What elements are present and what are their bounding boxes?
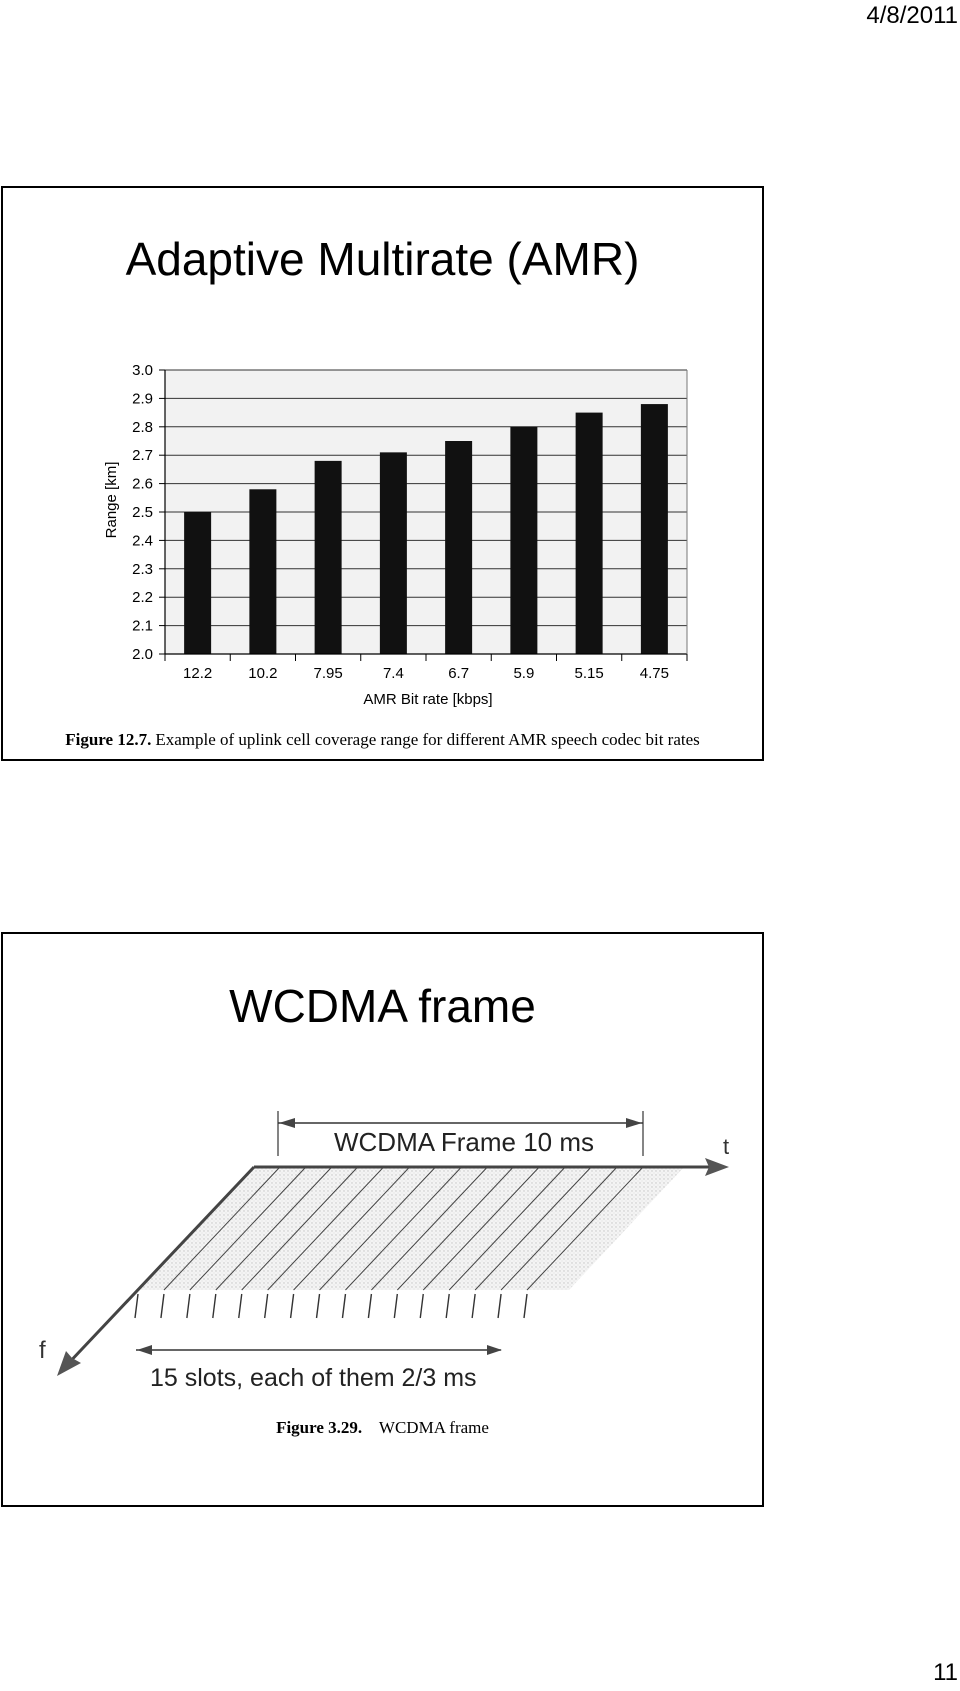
y-tick-label: 2.2 (132, 589, 153, 607)
f-axis-label: f (39, 1337, 46, 1364)
slot-tick (291, 1294, 294, 1318)
y-tick-label: 2.7 (132, 447, 153, 465)
x-tick-label: 5.9 (513, 665, 535, 682)
x-tick-label: 7.4 (382, 665, 404, 682)
slots-dimension-left-arrow (137, 1345, 152, 1355)
x-tick-label: 12.2 (183, 665, 213, 682)
bar-5.15 (576, 413, 603, 654)
frame-dimension-right-arrow (626, 1118, 642, 1128)
slot-tick (420, 1294, 423, 1318)
caption-label: Figure 12.7. (65, 730, 152, 749)
bar-12.2 (184, 512, 211, 654)
x-tick-label: 6.7 (448, 665, 470, 682)
x-tick-label: 10.2 (248, 665, 278, 682)
slot-tick (265, 1294, 268, 1318)
slot-tick (472, 1294, 475, 1318)
frame-duration-label: WCDMA Frame 10 ms (333, 1127, 595, 1157)
slots-dimension-right-arrow (487, 1345, 502, 1355)
slot-tick (135, 1294, 138, 1318)
slot-tick (368, 1294, 371, 1318)
x-tick-label: 4.75 (639, 665, 669, 682)
slot-tick (394, 1294, 397, 1318)
y-tick-label: 2.6 (132, 475, 153, 493)
figure-caption (3, 1418, 762, 1438)
slot-tick (498, 1294, 501, 1318)
y-tick-label: 2.4 (132, 532, 153, 550)
bar-7.4 (380, 452, 407, 654)
slot-tick (342, 1294, 345, 1318)
y-tick-label: 3.0 (132, 362, 153, 379)
bar-4.75 (641, 404, 668, 654)
slot-tick (524, 1294, 527, 1318)
bar-6.7 (445, 441, 472, 654)
slot-ticks (135, 1294, 527, 1318)
y-tick-label: 2.1 (132, 617, 153, 635)
y-tick-label: 2.5 (132, 504, 153, 521)
figure-caption (3, 730, 762, 750)
t-axis-label: t (723, 1134, 730, 1159)
y-tick-label: 2.8 (132, 418, 153, 436)
slot-tick (213, 1294, 216, 1318)
frame-dimension-left-arrow (279, 1118, 295, 1128)
bar-10.2 (249, 489, 276, 654)
slot-tick (161, 1294, 164, 1318)
range-bar-chart (3, 188, 762, 759)
y-tick-label: 2.3 (132, 560, 153, 578)
page-number: 11 (933, 1659, 958, 1686)
slot-tick (187, 1294, 190, 1318)
x-tick-label: 5.15 (574, 665, 604, 682)
x-axis-label: AMR Bit rate [kbps] (363, 691, 493, 708)
slide-amr (1, 186, 764, 761)
slide-wcdma-frame (1, 932, 764, 1507)
y-tick-label: 2.0 (132, 646, 153, 663)
caption-text: Example of uplink cell coverage range for different AMR speech codec bit rates (155, 730, 700, 749)
slide-title: WCDMA frame (229, 980, 536, 1032)
slot-tick (446, 1294, 449, 1318)
caption-text: WCDMA frame (378, 1418, 489, 1437)
slot-tick (239, 1294, 242, 1318)
slide-title: Adaptive Multirate (AMR) (125, 233, 640, 285)
y-tick-label: 2.9 (132, 390, 153, 408)
frame-area (138, 1167, 684, 1290)
x-tick-label: 7.95 (313, 665, 343, 682)
y-axis-label: Range [km] (103, 461, 120, 539)
bar-5.9 (510, 427, 537, 654)
slots-label: 15 slots, each of them 2/3 ms (150, 1364, 477, 1392)
date-header: 4/8/2011 (866, 2, 958, 29)
slot-tick (317, 1294, 320, 1318)
bar-7.95 (315, 461, 342, 654)
caption-label: Figure 3.29. (276, 1418, 363, 1437)
